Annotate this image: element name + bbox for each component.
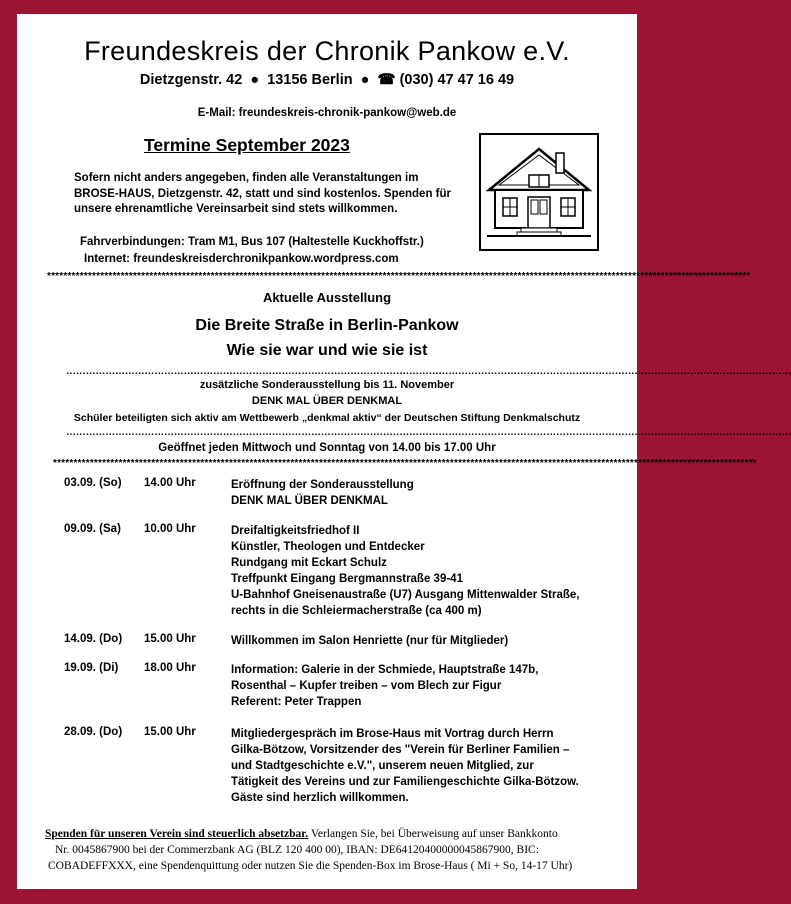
event-description <box>231 523 579 619</box>
event-description <box>231 726 579 806</box>
special-exhibition-note: Schüler beteiligten sich aktiv am Wettbewerb „denkmal aktiv“ der Deutschen Stiftung Denkmalschutz <box>73 412 581 424</box>
street-address: Dietzgenstr. 42 <box>139 72 243 88</box>
event-line: und Stadtgeschichte e.V.", unserem neuen Mitglied, zur <box>231 760 534 772</box>
special-exhibition-title: DENK MAL ÜBER DENKMAL <box>251 395 403 407</box>
opening-hours: Geöffnet jeden Mittwoch und Sonntag von 14.00 bis 17.00 Uhr <box>158 442 496 454</box>
star-divider: **************************************************************************************************************************************************************************** <box>53 458 757 469</box>
organization-title: Freundeskreis der Chronik Pankow e.V. <box>84 36 570 66</box>
exhibition-title-2: Wie sie war und wie sie ist <box>226 342 428 359</box>
intro-text: Sofern nicht anders angegeben, finden alle Veranstaltungen im BROSE-HAUS, Dietzgenstr. 42, statt und sind kostenlos. Spenden für unsere ehrenamtliche Vereinsarbeit sind stets willkommen. <box>74 172 451 215</box>
event-line: Rundgang mit Eckart Schulz <box>231 557 387 569</box>
transport-info: Fahrverbindungen: Tram M1, Bus 107 (Haltestelle Kuckhoffstr.) <box>80 236 424 248</box>
event-line: Künstler, Theologen und Entdecker <box>231 541 425 553</box>
event-line: Dreifaltigkeitsfriedhof II <box>231 525 360 537</box>
star-divider: **************************************************************************************************************************************************************************** <box>47 271 751 282</box>
event-time: 15.00 Uhr <box>144 726 196 738</box>
event-line: DENK MAL ÜBER DENKMAL <box>231 495 388 507</box>
tax-note: Spenden für unseren Verein sind steuerlich absetzbar. <box>45 828 309 840</box>
event-description <box>231 633 508 649</box>
email-line <box>17 107 637 119</box>
event-line: Gäste sind herzlich willkommen. <box>231 792 409 804</box>
house-illustration <box>479 133 599 251</box>
donation-footer <box>45 826 572 874</box>
termine-heading: Termine September 2023 <box>144 135 350 155</box>
footer-bic-line: COBADEFFXXX, eine Spendenquittung oder nutzen Sie die Spenden-Box im Brose-Haus ( Mi + So, 14-17 Uhr) <box>48 860 573 872</box>
event-line: Rosenthal – Kupfer treiben – vom Blech zur Figur <box>231 680 502 692</box>
flyer-page <box>17 14 791 889</box>
special-exhibition: zusätzliche Sonderausstellung bis 11. November <box>199 379 455 391</box>
event-date: 03.09. (So) <box>64 477 122 489</box>
internet-info: Internet: freundeskreisderchronikpankow.wordpress.com <box>84 253 399 265</box>
telephone-icon: ☎ <box>377 72 396 88</box>
event-date: 19.09. (Di) <box>64 662 119 674</box>
exhibition-title-1: Die Breite Straße in Berlin-Pankow <box>195 317 459 334</box>
event-line: U-Bahnhof Gneisenaustraße (U7) Ausgang Mittenwalder Straße, <box>231 589 580 601</box>
event-time: 10.00 Uhr <box>144 523 196 535</box>
event-line: Eröffnung der Sonderausstellung <box>231 479 414 491</box>
phone-number: (030) 47 47 16 49 <box>399 72 515 88</box>
event-line: rechts in die Schleiermacherstraße (ca 400 m) <box>231 605 482 617</box>
footer-text: Verlangen Sie, bei Überweisung auf unser Bankkonto <box>308 828 558 840</box>
email-address[interactable]: freundeskreis-chronik-pankow@web.de <box>238 107 457 119</box>
exhibition-heading: Aktuelle Ausstellung <box>262 290 392 305</box>
event-line: Mitgliedergespräch im Brose-Haus mit Vortrag durch Herrn <box>231 728 554 740</box>
event-date: 09.09. (Sa) <box>64 523 121 535</box>
event-line: Willkommen im Salon Henriette (nur für Mitglieder) <box>231 635 509 647</box>
event-line: Gilka-Bötzow, Vorsitzender des "Verein für Berliner Familien – <box>231 744 570 756</box>
event-line: Referent: Peter Trappen <box>231 696 362 708</box>
event-description <box>231 477 414 509</box>
event-description <box>231 662 538 710</box>
bullet-separator: ● <box>356 72 374 88</box>
dotted-divider: …………………………………………………………………………………………………………………………………………………………………………………………………… <box>66 366 791 377</box>
event-line: Information: Galerie in der Schmiede, Hauptstraße 147b, <box>231 664 539 676</box>
event-date: 14.09. (Do) <box>64 633 123 645</box>
event-time: 14.00 Uhr <box>144 477 196 489</box>
dotted-divider: …………………………………………………………………………………………………………………………………………………………………………………………………… <box>66 427 791 438</box>
house-icon <box>481 135 597 249</box>
event-time: 15.00 Uhr <box>144 633 196 645</box>
event-line: Treffpunkt Eingang Bergmannstraße 39-41 <box>231 573 463 585</box>
postal-city: 13156 Berlin <box>267 72 353 88</box>
footer-line <box>45 826 572 842</box>
address-line <box>17 72 637 88</box>
footer-bank-line: Nr. 0045867900 bei der Commerzbank AG (BLZ 120 400 00), IBAN: DE64120400000045867900, BIC: <box>55 844 539 856</box>
bullet-separator: ● <box>246 72 264 88</box>
event-time: 18.00 Uhr <box>144 662 196 674</box>
email-label: E-Mail: <box>197 107 236 119</box>
event-date: 28.09. (Do) <box>64 726 123 738</box>
event-line: Tätigkeit des Vereins und zur Familiengeschichte Gilka-Bötzow. <box>231 776 579 788</box>
